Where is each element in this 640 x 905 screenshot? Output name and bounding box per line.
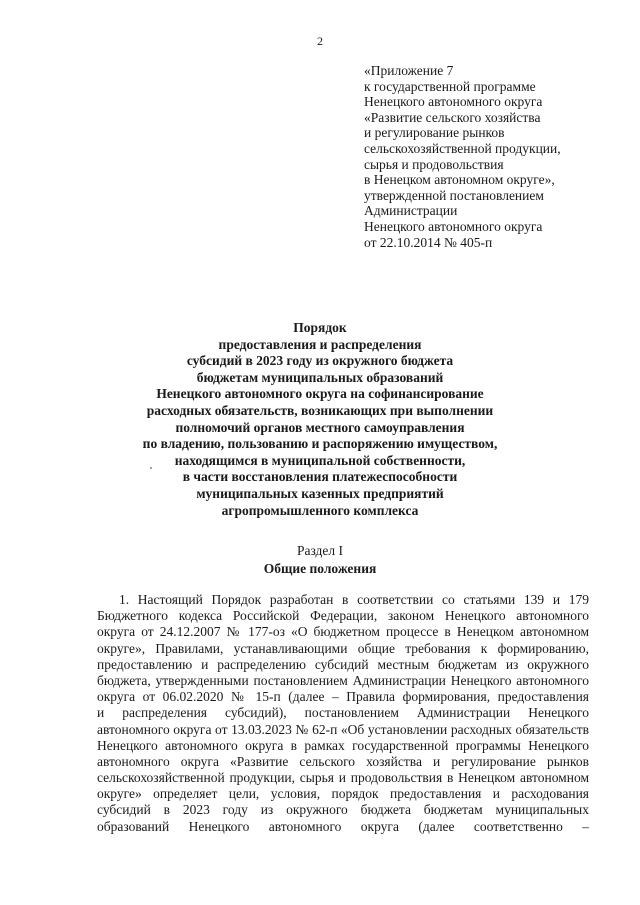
body-line: Ненецкого автономного округа в рамках государственной программы Ненецкого — [97, 737, 589, 753]
annex-line: утвержденной постановлением — [364, 187, 544, 203]
body-line: округе» определяет цели, условия, порядок предоставления и расходования — [97, 786, 589, 802]
annex-line: «Развитие сельского хозяйства — [364, 109, 541, 125]
title-line: расходных обязательств, возникающих при выполнении — [146, 402, 494, 418]
body-line: образований Ненецкого автономного округа (далее соответственно – — [97, 818, 589, 834]
body-line: округа от 06.02.2020 № 15-п (далее – Правила формирования, предоставления — [97, 689, 589, 705]
annex-block — [364, 63, 634, 250]
title-line: Ненецкого автономного округа на софинансирование — [156, 386, 484, 402]
body-paragraph — [97, 592, 589, 835]
title-line: по владению, пользованию и распоряжению имуществом, — [142, 436, 498, 452]
annex-line: Ненецкого автономного округа — [364, 94, 543, 110]
body-line: субсидий в 2023 году из окружного бюджета бюджетам муниципальных — [97, 802, 589, 818]
scan-speck — [150, 467, 152, 469]
body-line: округе», Правилами, устанавливающими общие требования к формированию, — [97, 640, 589, 656]
title-line: муниципальных казенных предприятий — [196, 485, 444, 501]
body-line: Бюджетного кодекса Российской Федерации, законом Ненецкого автономного — [97, 608, 589, 624]
annex-line: «Приложение 7 — [364, 63, 454, 78]
section-label: Раздел I — [296, 543, 344, 558]
annex-line: сельскохозяйственной продукции, — [364, 140, 561, 156]
title-line: в части восстановления платежеспособности — [182, 469, 458, 485]
title-line: полномочий органов местного самоуправления — [175, 419, 465, 435]
annex-line: Ненецкого автономного округа — [364, 218, 543, 234]
body-line: округа от 24.12.2007 № 177-оз «О бюджетном процессе в Ненецком автономном — [97, 624, 589, 640]
title-line: Порядок — [293, 320, 347, 335]
annex-line: к государственной программе — [364, 78, 536, 94]
body-line: бюджета, утвержденными постановлением Администрации Ненецкого автономного — [97, 672, 589, 688]
body-line: предоставлению и распределению субсидий местным бюджетам из окружного — [97, 656, 589, 672]
body-line: и распределения субсидий), постановлением Администрации Ненецкого — [97, 705, 589, 721]
body-line: сельскохозяйственной продукции, сырья и продовольствия в Ненецком автономном — [97, 770, 589, 786]
body-line: 1. Настоящий Порядок разработан в соответствии со статьями 139 и 179 — [119, 592, 589, 607]
section-title: Общие положения — [263, 561, 377, 576]
page-number: 2 — [317, 34, 323, 48]
annex-line: в Ненецком автономном округе», — [364, 172, 555, 188]
body-line: автономного округа «Развитие сельского хозяйства и регулирование рынков — [97, 753, 589, 769]
title-line: бюджетам муниципальных образований — [196, 369, 444, 385]
body-line: автономного округа от 13.03.2023 № 62-п «Об установлении расходных обязательств — [97, 721, 589, 737]
annex-line: и регулирование рынков — [364, 125, 505, 141]
annex-line: сырья и продовольствия — [364, 156, 504, 172]
title-line: субсидий в 2023 году из окружного бюджета — [186, 353, 454, 369]
document-title — [0, 320, 640, 519]
annex-line: Администрации — [364, 203, 458, 219]
annex-line: от 22.10.2014 № 405-п — [364, 234, 493, 250]
title-line: предоставления и распределения — [218, 336, 422, 352]
title-line: агропромышленного комплекса — [221, 502, 419, 518]
title-line: находящимся в муниципальной собственности, — [174, 452, 466, 468]
